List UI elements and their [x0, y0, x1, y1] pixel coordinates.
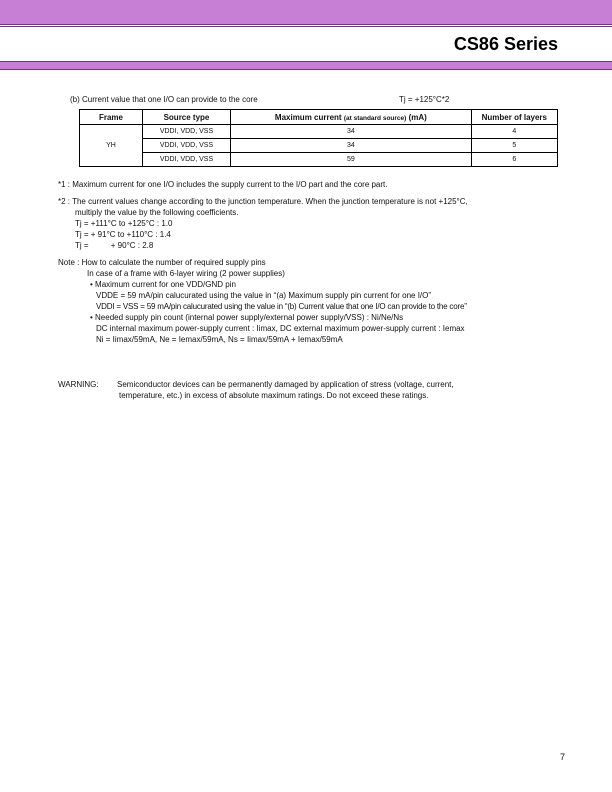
caption-tj: Tj = +125°C*2 [399, 95, 450, 104]
col-layers: Number of layers [471, 110, 557, 125]
col-source-type: Source type [142, 110, 230, 125]
note-title: Note : How to calculate the number of required supply pins [58, 258, 266, 267]
header-band [0, 0, 612, 25]
page-number: 7 [560, 752, 566, 762]
layers-cell: 6 [471, 153, 557, 167]
col-max-current [231, 110, 472, 125]
table-caption [70, 95, 490, 104]
warning-line: Semiconductor devices can be permanently damaged by application of stress (voltage, current, [117, 380, 454, 389]
table-row [80, 153, 558, 167]
note-line: DC internal maximum power-supply current : Iimax, DC external maximum power-supply current : Iemax [96, 324, 465, 333]
coefficient-3: Tj = + 90°C : 2.8 [75, 241, 154, 250]
col-frame: Frame [80, 110, 143, 125]
note-line: In case of a frame with 6-layer wiring (2 power supplies) [87, 269, 285, 278]
max-current-cell: 59 [231, 153, 472, 167]
col-max-current-qualifier: (at standard source) [343, 114, 407, 122]
warning-line: temperature, etc.) in excess of absolute maximum ratings. Do not exceed these ratings. [119, 391, 429, 400]
note-line: VDDE = 59 mA/pin calucurated using the value in “(a) Maximum supply pin current for one I/O” [96, 291, 432, 300]
table-row [80, 139, 558, 153]
note-bullet: • Maximum current for one VDD/GND pin [90, 280, 236, 289]
warning-label: WARNING: [58, 380, 99, 389]
layers-cell: 5 [471, 139, 557, 153]
warning-block [58, 379, 558, 401]
header-rule [0, 26, 612, 27]
source-cell: VDDI, VDD, VSS [142, 125, 230, 139]
max-current-cell: 34 [231, 139, 472, 153]
series-title: CS86 Series [453, 34, 558, 54]
note-line: Ni = Iimax/59mA, Ne = Iemax/59mA, Ns = Iimax/59mA + Iemax/59mA [96, 335, 343, 344]
footnote-2: *2 : The current values change according to the junction temperature. When the junction temperature is not +125°C, [58, 197, 468, 206]
layers-cell: 4 [471, 125, 557, 139]
source-cell: VDDI, VDD, VSS [142, 153, 230, 167]
note-bullet: • Needed supply pin count (internal power supply/external power supply/VSS) : Ni/Ne/Ns [90, 313, 404, 322]
footnotes [58, 179, 558, 345]
coefficient-2: Tj = + 91°C to +110°C : 1.4 [75, 230, 171, 239]
max-current-cell: 34 [231, 125, 472, 139]
col-max-current-label: Maximum current [274, 112, 342, 122]
footnote-2-cont: multiply the value by the following coefficients. [75, 208, 239, 217]
col-max-current-unit: (mA) [408, 112, 427, 122]
footnote-1: *1 : Maximum current for one I/O includes the supply current to the I/O part and the core part. [58, 180, 388, 189]
coefficient-1: Tj = +111°C to +125°C : 1.0 [75, 219, 173, 228]
table-row [80, 125, 558, 139]
source-cell: VDDI, VDD, VSS [142, 139, 230, 153]
frame-cell: YH [80, 125, 143, 167]
header-band-lower [0, 61, 612, 70]
caption-text: (b) Current value that one I/O can provide to the core [70, 95, 258, 104]
current-table [79, 109, 558, 167]
note-line: VDDI = VSS = 59 mA/pin calucurated using the value in “(b) Current value that one I/O can provide to the core” [96, 302, 467, 311]
table-header-row [80, 110, 558, 125]
